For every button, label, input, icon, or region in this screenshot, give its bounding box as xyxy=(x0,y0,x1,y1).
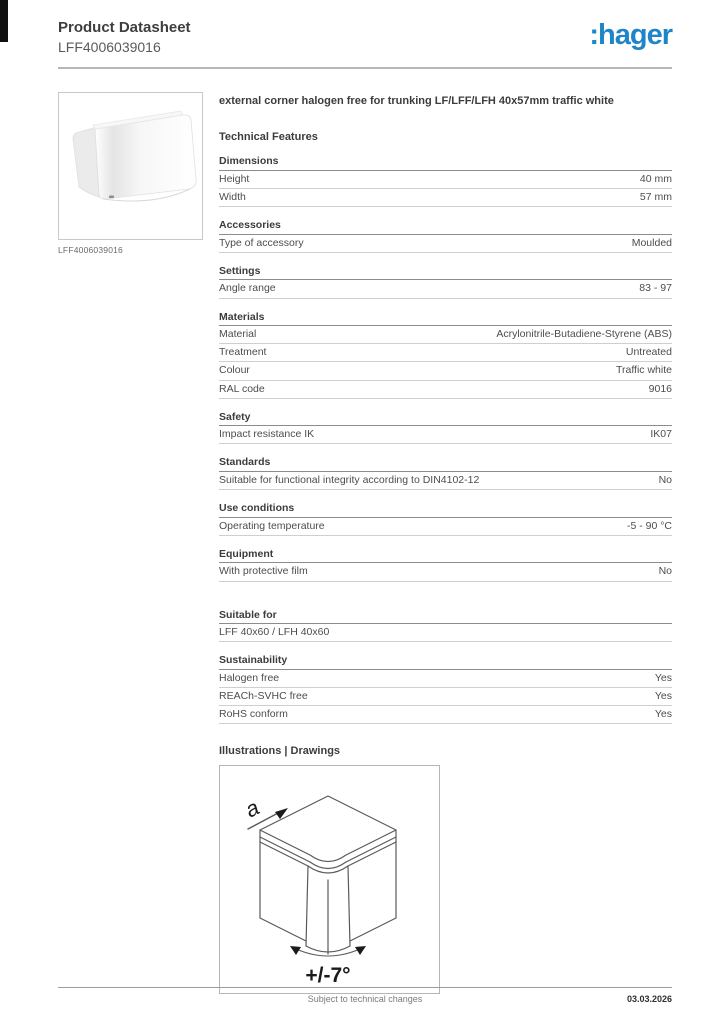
row-label: Halogen free xyxy=(219,671,280,684)
section-title: Equipment xyxy=(219,546,672,564)
table-row xyxy=(219,706,672,724)
row-label: With protective film xyxy=(219,565,308,578)
row-value: Untreated xyxy=(625,346,672,359)
product-image-column xyxy=(58,92,203,255)
row-value: 83 - 97 xyxy=(639,282,672,295)
table-section xyxy=(219,500,672,536)
table-row xyxy=(219,362,672,380)
section-title: Dimensions xyxy=(219,153,672,171)
table-row xyxy=(219,472,672,490)
table-row xyxy=(219,563,672,581)
table-section xyxy=(219,652,672,724)
section-title: Settings xyxy=(219,263,672,281)
table-section xyxy=(219,217,672,253)
table-row xyxy=(219,518,672,536)
row-value: No xyxy=(658,565,672,578)
technical-features-heading: Technical Features xyxy=(219,131,318,144)
angle-tolerance-label: +/-7° xyxy=(305,964,351,988)
table-section xyxy=(219,153,672,207)
row-value: 40 mm xyxy=(639,172,672,185)
product-description: external corner halogen free for trunking LF/LFF/LFH 40x57mm traffic white xyxy=(219,95,614,107)
row-value: Yes xyxy=(654,671,672,684)
header-title-block xyxy=(58,19,191,56)
illustrations-heading: Illustrations | Drawings xyxy=(219,745,341,758)
table-section xyxy=(219,454,672,490)
table-row xyxy=(219,688,672,706)
row-label: Material xyxy=(219,328,257,341)
row-label: RAL code xyxy=(219,382,265,395)
page-footer xyxy=(58,987,672,1004)
product-photo-caption: LFF4006039016 xyxy=(58,245,123,255)
table-row xyxy=(219,189,672,207)
product-reference: LFF4006039016 xyxy=(58,38,161,55)
row-label: REACh-SVHC free xyxy=(219,689,308,702)
section-title: Accessories xyxy=(219,217,672,235)
table-row xyxy=(219,670,672,688)
section-title: Sustainability xyxy=(219,652,672,670)
table-row xyxy=(219,624,672,642)
page-header xyxy=(58,19,672,56)
dimension-a-label: a xyxy=(240,794,264,823)
footer-date: 03.03.2026 xyxy=(626,994,672,1004)
row-label: Width xyxy=(219,191,246,204)
technical-features-tables xyxy=(219,153,672,724)
row-value: Traffic white xyxy=(615,364,672,377)
table-row xyxy=(219,171,672,189)
table-row xyxy=(219,381,672,399)
table-row xyxy=(219,326,672,344)
table-row xyxy=(219,235,672,253)
row-label: RoHS conform xyxy=(219,708,288,721)
row-label: Impact resistance IK xyxy=(219,428,315,441)
row-value: IK07 xyxy=(650,428,672,441)
row-value: Yes xyxy=(654,689,672,702)
row-value: 57 mm xyxy=(639,191,672,204)
row-value: Acrylonitrile-Butadiene-Styrene (ABS) xyxy=(496,328,672,341)
table-row xyxy=(219,344,672,362)
row-label: Angle range xyxy=(219,282,276,295)
row-label: Height xyxy=(219,172,250,185)
row-label: Type of accessory xyxy=(219,236,304,249)
product-photo xyxy=(59,93,202,239)
row-label: LFF 40x60 / LFH 40x60 xyxy=(219,626,330,639)
table-section xyxy=(219,409,672,445)
hager-logo: :hager xyxy=(589,19,672,51)
table-section xyxy=(219,263,672,299)
page-title: Product Datasheet xyxy=(58,19,191,36)
corner-line-drawing xyxy=(220,766,439,993)
table-section xyxy=(219,309,672,399)
row-label: Colour xyxy=(219,364,250,377)
header-divider xyxy=(58,67,672,69)
section-title: Suitable for xyxy=(219,607,672,625)
details-column xyxy=(219,92,672,994)
main-content xyxy=(58,92,672,994)
row-label: Treatment xyxy=(219,346,267,359)
row-value: No xyxy=(658,473,672,486)
row-value: 9016 xyxy=(648,382,672,395)
table-row xyxy=(219,280,672,298)
product-photo-frame xyxy=(58,92,203,240)
row-value: Moulded xyxy=(631,236,672,249)
table-row xyxy=(219,426,672,444)
section-title: Safety xyxy=(219,409,672,427)
table-section xyxy=(219,546,672,582)
drawing-frame xyxy=(219,765,440,994)
table-section xyxy=(219,607,672,643)
row-label: Operating temperature xyxy=(219,519,325,532)
section-title: Use conditions xyxy=(219,500,672,518)
row-label: Suitable for functional integrity according to DIN4102-12 xyxy=(219,473,480,486)
section-title: Standards xyxy=(219,454,672,472)
section-title: Materials xyxy=(219,309,672,327)
scan-corner-mark xyxy=(0,0,8,42)
footer-note: Subject to technical changes xyxy=(307,994,423,1004)
row-value: -5 - 90 °C xyxy=(626,519,672,532)
row-value: Yes xyxy=(654,708,672,721)
